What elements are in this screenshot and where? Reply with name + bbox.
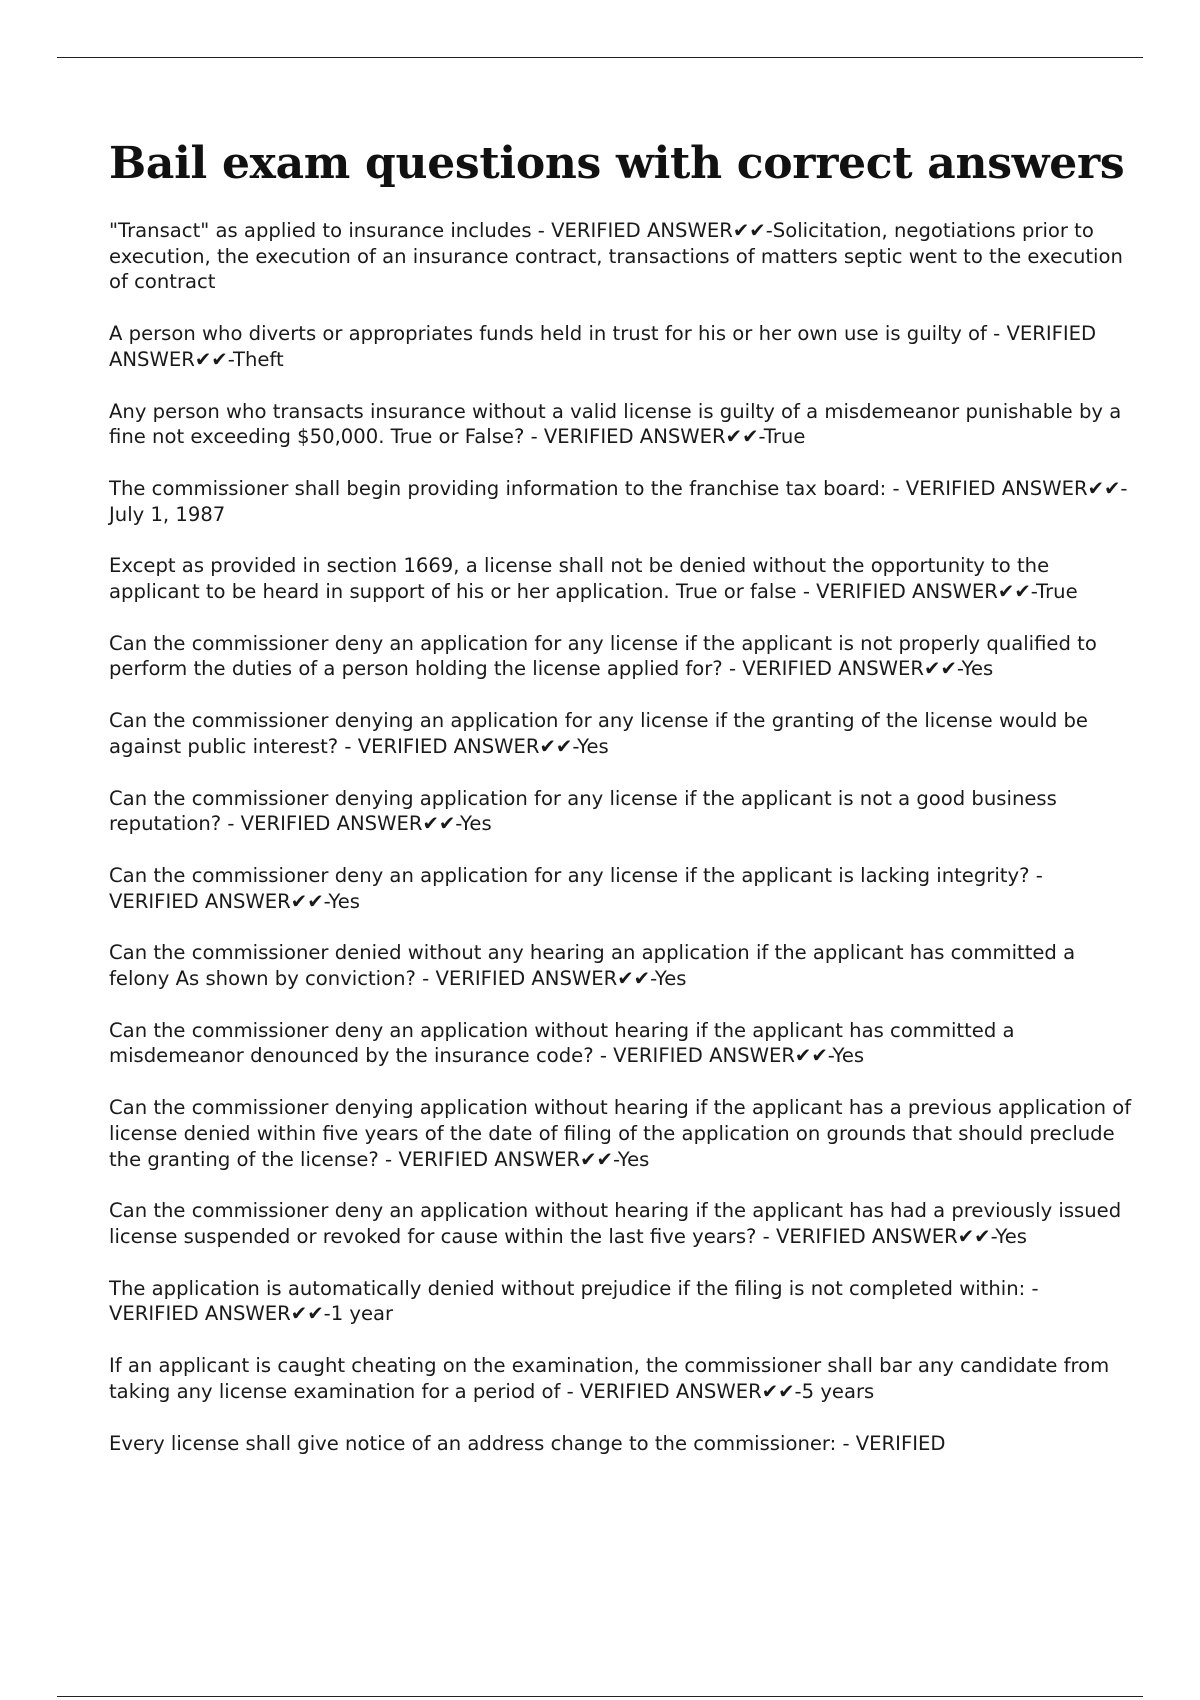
top-rule xyxy=(57,57,1143,58)
bottom-rule xyxy=(57,1696,1143,1697)
qa-entry: Can the commissioner deny an application for any license if the applicant is not properly qualified to perform the duties of a person holding the license applied for? - VERIFIED ANSWER✔✔-Yes xyxy=(109,631,1097,681)
qa-entry: Can the commissioner denying an application for any license if the granting of the license would be against public interest? - VERIFIED ANSWER✔✔-Yes xyxy=(109,709,1088,758)
qa-entry: The application is automatically denied without prejudice if the filing is not completed within: - VERIFIED ANSWER✔✔-1 year xyxy=(109,1276,1039,1326)
document-title: Bail exam questions with correct answers xyxy=(109,138,1125,189)
qa-entry: If an applicant is caught cheating on the examination, the commissioner shall bar any candidate from taking any license examination for a period of - VERIFIED ANSWER✔✔-5 years xyxy=(109,1354,1110,1403)
qa-entry: A person who diverts or appropriates funds held in trust for his or her own use is guilty of - VERIFIED ANSWER✔✔-Theft xyxy=(109,322,1097,371)
qa-entry: Can the commissioner deny an application for any license if the applicant is lacking integrity? - VERIFIED ANSWER✔✔-Yes xyxy=(109,863,1043,913)
document-body xyxy=(109,134,1134,1482)
qa-entry: Except as provided in section 1669, a license shall not be denied without the opportunity to the applicant to be heard in support of his or her application. True or false - VERIFIED ANSWER✔✔-True xyxy=(109,554,1078,604)
qa-entry: Any person who transacts insurance without a valid license is guilty of a misdemeanor punishable by a fine not exceeding $50,000. True or False? - VERIFIED ANSWER✔✔-True xyxy=(109,399,1122,449)
qa-entry: Can the commissioner denying application without hearing if the applicant has a previous application of license denied within five years of the date of filing of the application on grounds that should preclude the granting of the license? - VERIFIED ANSWER✔✔-Yes xyxy=(109,1096,1132,1171)
qa-entry: Every license shall give notice of an address change to the commissioner: - VERIFIED xyxy=(109,1431,946,1455)
qa-entry: Can the commissioner denying application for any license if the applicant is not a good business reputation? - VERIFIED ANSWER✔✔-Yes xyxy=(109,786,1057,836)
qa-entry: Can the commissioner deny an application without hearing if the applicant has committed a misdemeanor denounced by the insurance code? - VERIFIED ANSWER✔✔-Yes xyxy=(109,1018,1015,1068)
qa-entry: Can the commissioner deny an application without hearing if the applicant has had a previously issued license suspended or revoked for cause within the last five years? - VERIFIED ANSWER✔✔-Yes xyxy=(109,1199,1122,1248)
qa-entry: Can the commissioner denied without any hearing an application if the applicant has committed a felony As shown by conviction? - VERIFIED ANSWER✔✔-Yes xyxy=(109,941,1076,991)
qa-entry: "Transact" as applied to insurance includes - VERIFIED ANSWER✔✔-Solicitation, negotiations prior to execution, the execution of an insurance contract, transactions of matters septic went to the execution of contract xyxy=(109,219,1123,294)
qa-entry: The commissioner shall begin providing information to the franchise tax board: - VERIFIED ANSWER✔✔-July 1, 1987 xyxy=(109,476,1128,526)
